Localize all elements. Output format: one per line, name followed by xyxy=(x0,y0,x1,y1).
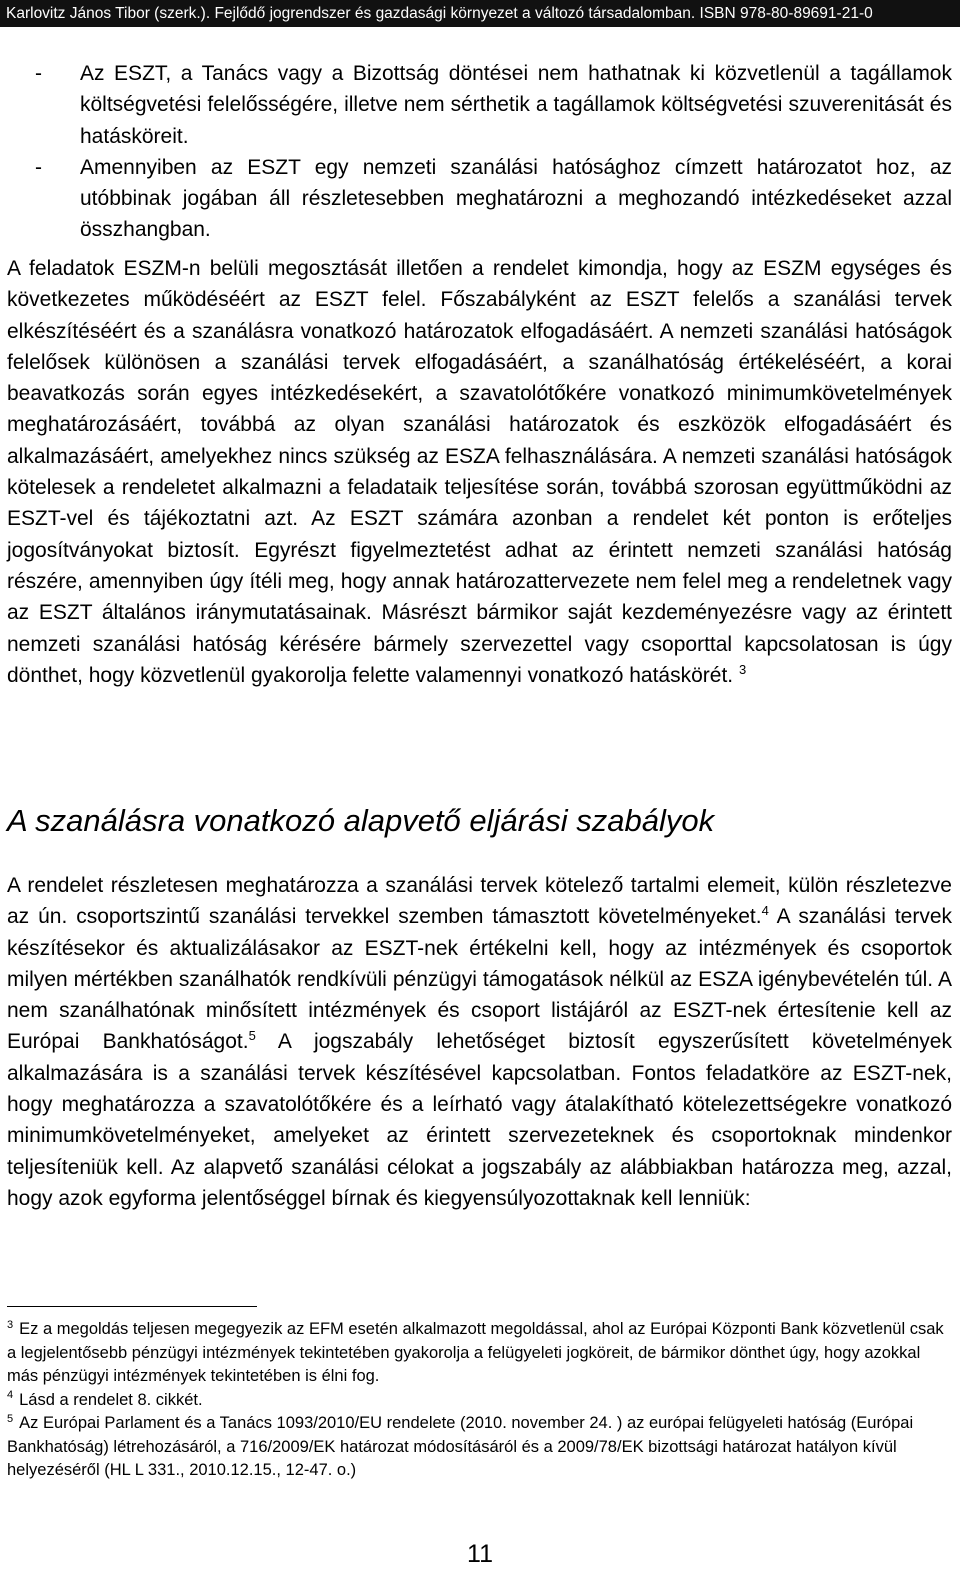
paragraph-procedural-rules xyxy=(7,870,952,1214)
header-citation: Karlovitz János Tibor (szerk.). Fejlődő jogrendszer és gazdasági környezet a változó társadalomban. ISBN 978-80-89691-21-0 xyxy=(6,5,873,22)
bullet-dash: - xyxy=(35,62,42,85)
footnotes xyxy=(7,1318,952,1483)
footnote-separator xyxy=(7,1306,257,1307)
paragraph-text-part: A szanálási tervek készítésekor és aktualizálásakor az ESZT-nek értékelni kell, hogy az intézmények és csoportok milyen mértékben szanálhatók rendkívüli pénzügyi támogatások nélkül az ESZA igénybevételén túl. A nem szanálhatónak minősített intézmények és csoport listájáról az ESZT-nek értesítenie kell az Európai Bankhatóságot. xyxy=(7,905,952,1054)
bullet-text: Az ESZT, a Tanács vagy a Bizottság döntései nem hathatnak ki közvetlenül a tagállamok költségvetési felelősségére, illetve nem sérthetik a tagállamok költségvetési szuverenitását és hatásköreit. xyxy=(80,62,952,148)
footnote-number: 4 xyxy=(7,1389,14,1401)
bullet-item xyxy=(7,152,952,246)
footnote-text: Lásd a rendelet 8. cikkét. xyxy=(19,1390,203,1409)
footnote-number: 3 xyxy=(7,1318,14,1331)
footnote-text: Az Európai Parlament és a Tanács 1093/2010/EU rendelete (2010. november 24. ) az európai felügyeleti hatóság (Európai Bankhatóság) létrehozásáról, a 716/2009/EK határozat módosításáról és a 2009/78/EK bizottsági határozat hatályon kívül helyezéséről (HL L 331., 2010.12.15., 12-47. o.) xyxy=(7,1414,914,1479)
footnote xyxy=(7,1389,952,1413)
header-citation-bar xyxy=(0,0,960,27)
paragraph-text-part: A jogszabály lehetőséget biztosít egyszerűsített követelmények alkalmazására is a szanálási tervek készítésével kapcsolatban. Fontos feladatköre az ESZT-nek, hogy meghatározza a szavatolótőkére és a leírható vagy átalakítható kötelezettségekre vonatkozó minimumkövetelményeket, amelyeket az érintett szervezeteknek és csoportoknak mindenkor teljesíteniük kell. Az alapvető szanálási célokat a jogszabály az alábbiakban határozza meg, azzal, hogy azok egyforma jelentőséggel bírnak és kiegyensúlyozottaknak kell lenniük: xyxy=(7,1030,952,1210)
bullet-item xyxy=(7,58,952,152)
paragraph-text-part: A rendelet részletesen meghatározza a szanálási tervek kötelező tartalmi elemeit, külön részletezve az ún. csoportszintű szanálási tervekkel szemben támasztott követelményeket. xyxy=(7,874,952,929)
bullet-dash: - xyxy=(35,155,42,179)
footnote-number: 5 xyxy=(7,1412,14,1425)
page-number: 11 xyxy=(467,1540,493,1568)
footnote xyxy=(7,1412,952,1483)
footnote-ref: 3 xyxy=(738,661,747,677)
bullet-list xyxy=(7,58,952,246)
section-heading: A szanálásra vonatkozó alapvető eljárási szabályok xyxy=(7,803,715,838)
paragraph-text: A feladatok ESZM-n belüli megosztását illetően a rendelet kimondja, hogy az ESZM egységes és következetes működéséért az ESZT felel. Főszabályként az ESZT felelős a szanálási tervek elkészítéséért és a szanálásra vonatkozó határozatok elfogadásáért. A nemzeti szanálási hatóságok felelősek különösen a szanálási tervek elfogadásáért, a szanálhatóság értékeléséért, a korai beavatkozás során egyes intézkedésekért, a szavatolótőkére vonatkozó minimumkövetelmények meghatározásáért, továbbá az olyan szanálási határozatok és eszközök elfogadásáért és alkalmazásáért, amelyekhez nincs szükség az ESZA felhasználására. A nemzeti szanálási hatóságok kötelesek a rendeletet alkalmazni a feladataik teljesítése során, továbbá szorosan együttműködni az ESZT-vel és tájékoztatni azt. Az ESZT számára azonban a rendelet két ponton is erőteljes jogosítványokat biztosít. Egyrészt figyelmeztetést adhat az érintett nemzeti szanálási hatóság részére, amennyiben úgy ítéli meg, hogy annak határozattervezete nem felel meg a rendeletnek vagy az ESZT általános iránymutatásainak. Másrészt bármikor saját kezdeményezésre vagy az érintett nemzeti szanálási hatóság kérésére bármely szervezettel vagy csoporttal kapcsolatosan is úgy dönthet, hogy közvetlenül gyakorolja felette valamennyi vonatkozó hatáskörét. xyxy=(7,257,952,687)
footnote-ref: 5 xyxy=(248,1028,256,1044)
paragraph-task-allocation xyxy=(7,253,952,691)
footnote xyxy=(7,1318,952,1389)
footnote-text: Ez a megoldás teljesen megegyezik az EFM esetén alkalmazott megoldással, ahol az Európai Központi Bank közvetlenül csak a legjelentősebb pénzügyi intézmények tekintetében gyakorolja a felügyeleti jogköreit, de bármikor dönthet úgy, hogy azokkal más pénzügyi intézmények tekintetében is élni fog. xyxy=(7,1320,944,1385)
footnote-ref: 4 xyxy=(761,903,769,919)
bullet-text: Amennyiben az ESZT egy nemzeti szanálási hatósághoz címzett határozatot hoz, az utóbbinak jogában áll részletesebben meghatározni a meghozandó intézkedéseket azzal összhangban. xyxy=(80,155,952,242)
